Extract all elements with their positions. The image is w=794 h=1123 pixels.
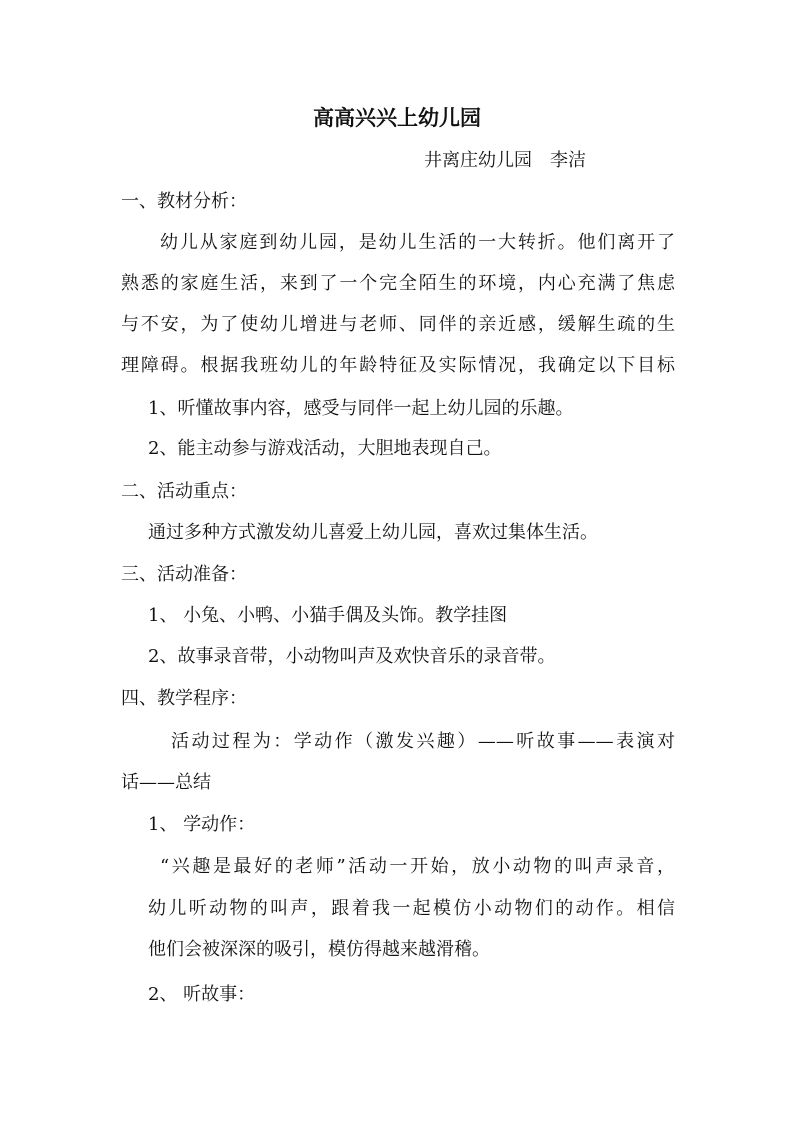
- step-heading-2: 2、 听故事：: [148, 984, 256, 1005]
- step-text-line: 幼儿听动物的叫声，跟着我一起模仿小动物们的动作。相信: [148, 898, 675, 919]
- paragraph-line: 理障碍。根据我班幼儿的年龄特征及实际情况，我确定以下目标: [121, 355, 675, 376]
- process-line: 活动过程为：学动作（激发兴趣）——听故事——表演对: [171, 731, 675, 752]
- step-text-line: “兴趣是最好的老师”活动一开始，放小动物的叫声录音，: [160, 856, 675, 877]
- goal-item-2: 2、能主动参与游戏活动，大胆地表现自己。: [148, 438, 502, 459]
- preparation-item-1: 1、 小兔、小鸭、小猫手偶及头饰。教学挂图: [148, 605, 508, 626]
- paragraph-line: 与不安，为了使幼儿增进与老师、同伴的亲近感，缓解生疏的生: [121, 314, 675, 335]
- focus-text: 通过多种方式激发幼儿喜爱上幼儿园，喜欢过集体生活。: [148, 522, 598, 543]
- step-heading-1: 1、 学动作：: [148, 814, 256, 835]
- goal-item-1: 1、听懂故事内容，感受与同伴一起上幼儿园的乐趣。: [148, 398, 574, 419]
- process-line: 话——总结: [121, 772, 211, 793]
- document-title: 高高兴兴上幼儿园: [313, 105, 481, 130]
- preparation-item-2: 2、故事录音带，小动物叫声及欢快音乐的录音带。: [148, 646, 556, 667]
- section-heading-3: 三、活动准备：: [121, 564, 247, 585]
- section-heading-2: 二、活动重点：: [121, 481, 247, 502]
- section-heading-1: 一、教材分析：: [121, 191, 247, 212]
- paragraph-line: 熟悉的家庭生活，来到了一个完全陌生的环境，内心充满了焦虑: [121, 273, 675, 294]
- step-text-line: 他们会被深深的吸引，模仿得越来越滑稽。: [148, 939, 490, 960]
- author-line: 井离庄幼儿园 李洁: [424, 150, 586, 171]
- section-heading-4: 四、教学程序：: [121, 688, 247, 709]
- paragraph-line: 幼儿从家庭到幼儿园，是幼儿生活的一大转折。他们离开了: [160, 232, 675, 253]
